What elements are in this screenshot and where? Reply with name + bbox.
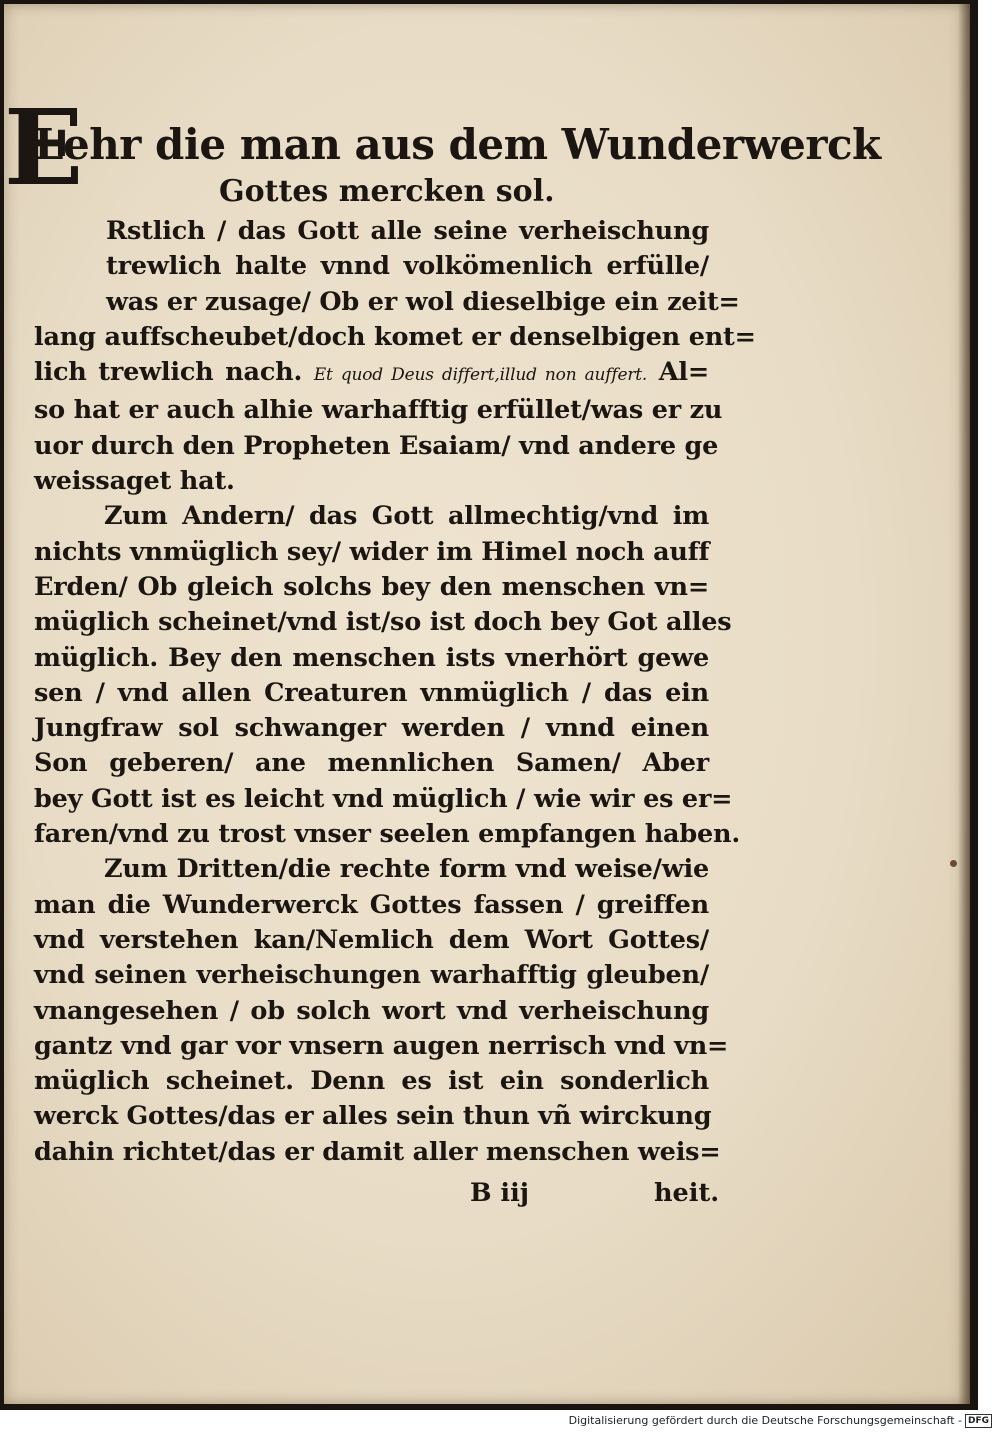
text-line: Son geberen/ ane mennlichen Samen/ Aber — [34, 748, 709, 779]
text-line: so hat er auch alhie warhafftig erfüllet/was er zu — [34, 395, 723, 426]
latin-phrase: Et quod Deus differt,illud non auffert. — [313, 365, 648, 386]
text-line: bey Gott ist es leicht vnd müglich / wie wir es er= — [34, 783, 733, 814]
text-line: man die Wunderwerck Gottes fassen / greiffen — [34, 889, 709, 920]
text-line: weissaget hat. — [34, 466, 235, 497]
drop-capital: E — [4, 86, 84, 209]
text-line: gantz vnd gar vor vnsern augen nerrisch vnd vn= — [34, 1030, 729, 1061]
text-line: nichts vnmüglich sey/ wider im Himel noch auff — [34, 536, 710, 567]
credit-text: Digitalisierung gefördert durch die Deutsche Forschungsgemeinschaft - — [568, 1414, 962, 1427]
text-line: werck Gottes/das er alles sein thun vñ wirckung — [34, 1101, 712, 1132]
text-line: Rstlich / das Gott alle seine verheischung — [106, 216, 709, 246]
text-line: uor durch den Propheten Esaiam/ vnd andere ge — [34, 430, 719, 461]
page-title: Lehr die man aus dem Wunderwerck — [34, 120, 881, 169]
text-block — [34, 116, 881, 1211]
text-line: müglich. Bey den menschen ists vnerhört gewe — [34, 642, 709, 673]
text-line: Jungfraw sol schwanger werden / vnnd einen — [34, 713, 709, 744]
dfg-logo: DFG — [965, 1414, 992, 1428]
page-footer-line — [34, 1176, 724, 1211]
text-line: müglich scheinet/vnd ist/so ist doch bey Got alles — [34, 607, 732, 638]
text-line: dahin richtet/das er damit aller menschen weis= — [34, 1136, 721, 1167]
text-line: vnangesehen / ob solch wort vnd verheischung — [34, 995, 709, 1026]
text-line: vnd verstehen kan/Nemlich dem Wort Gottes/ — [34, 924, 709, 955]
catchword: heit. — [654, 1178, 720, 1209]
text-line: trewlich halte vnnd volkömenlich erfülle/ — [106, 251, 709, 282]
text-line: Zum Dritten/die rechte form vnd weise/wie — [104, 854, 709, 885]
page-subtitle: Gottes mercken sol. — [219, 174, 555, 209]
text-line: lang auffscheubet/doch komet er denselbigen ent= — [34, 321, 756, 352]
text-line: was er zusage/ Ob er wol dieselbige ein zeit= — [106, 286, 740, 317]
text-line: vnd seinen verheischungen warhafftig gleuben/ — [34, 960, 709, 991]
text-line: faren/vnd zu trost vnser seelen empfangen haben. — [34, 819, 741, 850]
text-segment: lich trewlich nach. — [34, 357, 303, 388]
text-line: Zum Andern/ das Gott allmechtig/vnd im — [104, 501, 709, 532]
text-line: müglich scheinet. Denn es ist ein sonderlich — [34, 1066, 709, 1097]
ink-spot — [950, 860, 957, 867]
book-page — [4, 4, 970, 1404]
body-text — [34, 214, 756, 1170]
digitization-credit — [569, 1414, 992, 1428]
text-segment: Al= — [658, 357, 710, 388]
gutter-shadow — [958, 4, 970, 1404]
text-line — [34, 355, 709, 393]
signature-mark: B iij — [470, 1178, 530, 1209]
text-line: sen / vnd allen Creaturen vnmüglich / das ein — [34, 677, 709, 708]
text-line: Erden/ Ob gleich solchs bey den menschen vn= — [34, 571, 709, 602]
